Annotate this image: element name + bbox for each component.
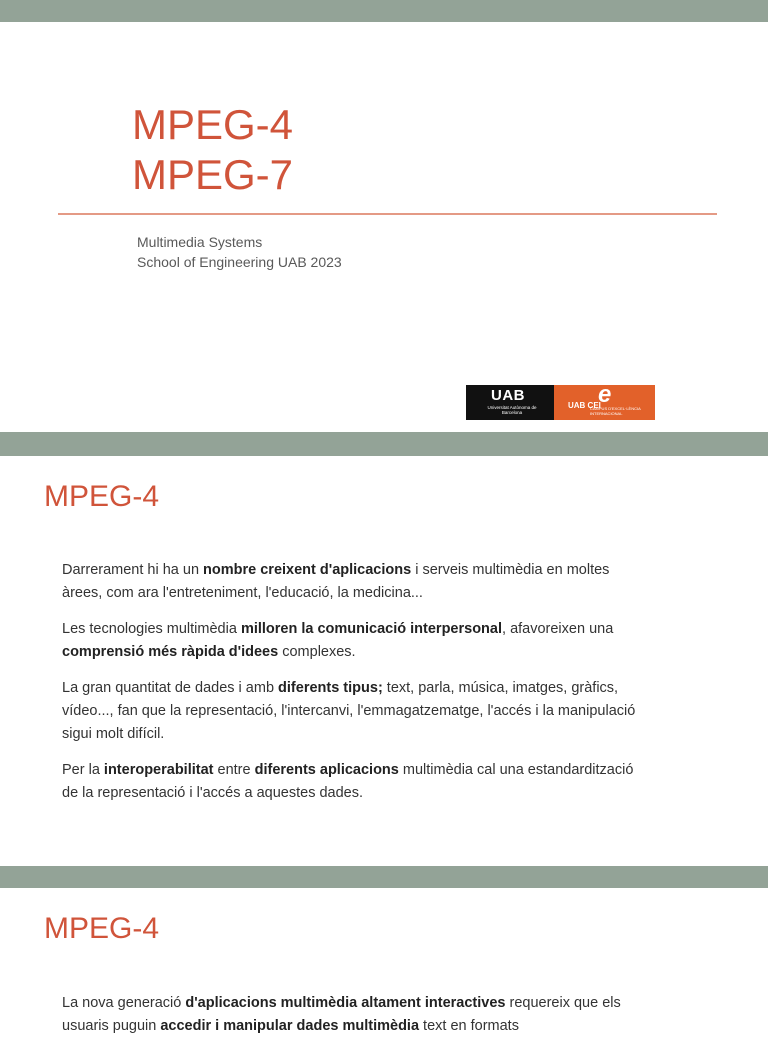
text-run: entre xyxy=(213,762,255,778)
e-mark: e xyxy=(598,381,612,408)
text-run: requereix que els usuaris puguin xyxy=(62,995,621,1034)
top-separator-bar xyxy=(0,0,768,22)
slide-title[interactable] xyxy=(0,22,768,432)
bold-text-run: comprensió més ràpida d'idees xyxy=(62,644,279,660)
bold-text-run: interoperabilitat xyxy=(103,762,214,778)
subtitle-line-1: Multimedia Systems xyxy=(137,234,263,250)
bold-text-run: milloren la comunicació interpersonal xyxy=(240,621,503,637)
bold-text-run: diferents aplicacions xyxy=(254,762,399,778)
uabcei-wordmark: UAB CEI xyxy=(568,401,601,410)
text-run: , afavoreixen una xyxy=(502,621,614,637)
bold-text-run: d'aplicacions multimèdia altament interactives xyxy=(185,995,506,1011)
text-run: complexes. xyxy=(278,644,356,660)
slide-separator-bar-1 xyxy=(0,432,768,456)
text-run: La gran quantitat de dades i amb xyxy=(62,680,279,696)
paragraph xyxy=(62,677,652,746)
uab-wordmark: UAB xyxy=(491,387,525,404)
text-run: Darrerament hi ha un xyxy=(62,562,204,578)
paragraph xyxy=(62,992,652,1038)
title-line-1: MPEG-4 xyxy=(132,101,294,148)
cei-logo-orange xyxy=(554,381,655,420)
text-run: Per la xyxy=(62,762,104,778)
university-name: Universitat Autònoma de Barcelona xyxy=(487,405,537,415)
uab-logo xyxy=(466,381,655,420)
paragraph xyxy=(62,618,652,664)
slide1-subtitle xyxy=(137,232,342,272)
text-run: text, parla, música, imatges, gràfics, vídeo..., fan que la representació, l'intercanvi, l'emmagatzematge, l'accés i la manipulació sigui molt difícil. xyxy=(62,680,636,742)
campus-text: CAMPUS D'EXCEL·LÈNCIA INTERNACIONAL xyxy=(590,406,641,416)
slide2-body xyxy=(62,559,652,818)
paragraph xyxy=(62,759,652,805)
uab-logo-black xyxy=(466,385,554,420)
text-run: La nova generació xyxy=(62,995,186,1011)
text-run: Les tecnologies multimèdia xyxy=(62,621,241,637)
slide-separator-bar-2 xyxy=(0,866,768,888)
bold-text-run: nombre creixent d'aplicacions xyxy=(203,562,412,578)
slide3-body xyxy=(62,992,652,1051)
text-run: multimèdia cal una estandardització de la representació i l'accés a aquestes dades. xyxy=(62,762,634,801)
slide2-heading: MPEG-4 xyxy=(44,480,160,513)
paragraph xyxy=(62,559,652,605)
text-run: text en formats xyxy=(419,1018,519,1034)
bold-text-run: diferents tipus; xyxy=(278,680,383,696)
subtitle-line-2: School of Engineering UAB 2023 xyxy=(137,254,342,270)
bold-text-run: accedir i manipular dades multimèdia xyxy=(160,1018,420,1034)
title-divider xyxy=(58,213,717,215)
text-run: i serveis multimèdia en moltes àrees, com ara l'entreteniment, l'educació, la medicina... xyxy=(62,562,610,601)
slide1-title xyxy=(132,100,293,200)
slide3-heading: MPEG-4 xyxy=(44,912,160,945)
title-line-2: MPEG-7 xyxy=(132,151,294,198)
